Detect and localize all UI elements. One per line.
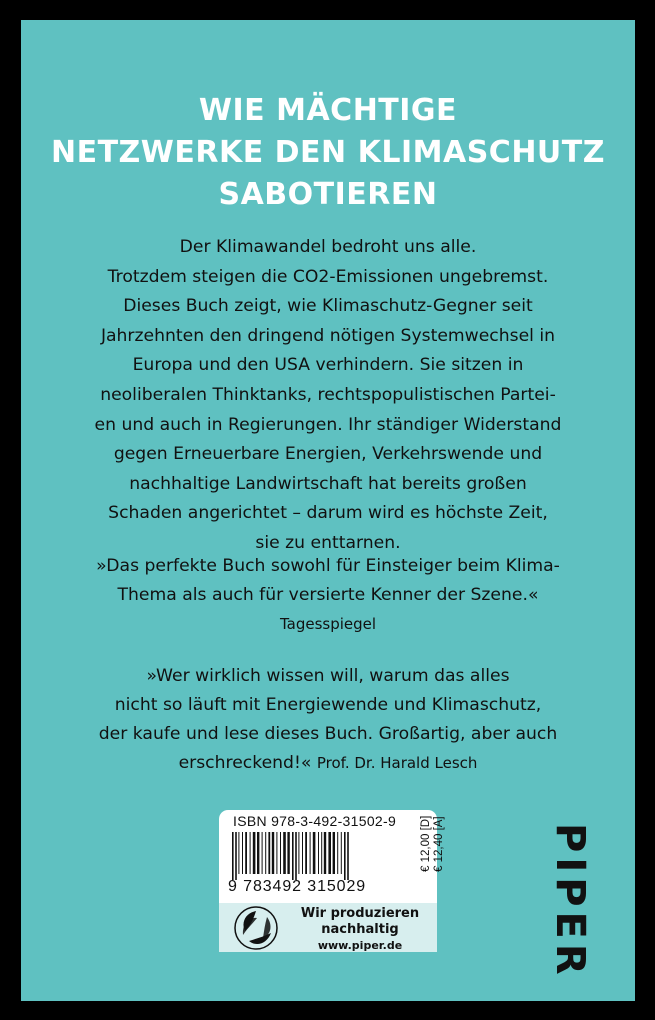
eco-line: nachhaltig — [321, 922, 399, 937]
blurb-line: nachhaltige Landwirtschaft hat bereits großen — [129, 473, 527, 494]
quote-source: Prof. Dr. Harald Lesch — [316, 754, 478, 772]
barcode-bar — [347, 832, 349, 880]
quote-line: »Das perfekte Buch sowohl für Einsteiger beim Klima- — [96, 556, 560, 576]
barcode-bar — [238, 832, 239, 874]
barcode-bar — [318, 832, 319, 874]
quote-line: nicht so läuft mit Energiewende und Klimaschutz, — [114, 695, 542, 715]
eco-line: Wir produzieren — [300, 906, 420, 921]
barcode-bar — [305, 832, 307, 874]
barcode-bar — [328, 832, 331, 874]
recycle-leaves-icon — [233, 905, 279, 951]
headline — [21, 90, 635, 216]
blurb-line: neoliberalen Thinktanks, rechtspopulistischen Partei- — [100, 384, 556, 405]
blurb-line: en und auch in Regierungen. Ihr ständiger Widerstand — [94, 414, 562, 435]
publisher-url: www.piper.de — [317, 939, 403, 952]
blurb-line: Dieses Buch zeigt, wie Klimaschutz-Gegner seit — [123, 296, 533, 317]
review-quote-lesch — [21, 662, 635, 778]
barcode-bar — [280, 832, 281, 874]
barcode-bar — [268, 832, 270, 874]
barcode-bar — [265, 832, 266, 874]
barcode-bar — [253, 832, 256, 874]
headline-line: SABOTIEREN — [218, 177, 438, 212]
barcode-bar — [235, 832, 237, 880]
barcode-digits: 9 783492 315029 — [228, 878, 367, 895]
quote-line: »Wer wirklich wissen will, warum das alles — [146, 666, 510, 686]
barcode-bar — [298, 832, 299, 874]
barcode-bar — [276, 832, 277, 874]
blurb-line: sie zu enttarnen. — [255, 532, 401, 553]
barcode-bar — [333, 832, 335, 874]
barcode-bar — [321, 832, 322, 874]
price-germany: € 12,00 [D] — [420, 815, 432, 872]
barcode-bar — [310, 832, 311, 874]
price-block — [420, 816, 446, 872]
back-cover — [21, 20, 635, 1001]
barcode-bar — [337, 832, 338, 874]
barcode-bar — [302, 832, 303, 874]
barcode-bar — [245, 832, 247, 874]
barcode-bar — [262, 832, 263, 874]
quote-line: Thema als auch für versierte Kenner der Szene.« — [117, 585, 539, 605]
barcode-bar — [313, 832, 316, 874]
blurb-line: Schaden angerichtet – darum wird es höchste Zeit, — [108, 503, 548, 524]
barcode-bar — [324, 832, 326, 874]
barcode-bar — [272, 832, 274, 874]
barcode-bar — [341, 832, 342, 874]
blurb-line: gegen Erneuerbare Energien, Verkehrswende und — [113, 444, 543, 465]
barcode-bar — [250, 832, 251, 874]
barcode-bar — [283, 832, 286, 874]
barcode-bar — [287, 832, 289, 874]
barcode-label — [219, 810, 445, 952]
barcode-bar — [292, 832, 294, 880]
barcode-bar — [257, 832, 259, 874]
blurb-line: Der Klimawandel bedroht uns alle. — [179, 237, 477, 257]
quote-line — [21, 749, 635, 778]
blurb-line: Jahrzehnten den dringend nötigen Systemwechsel in — [100, 325, 556, 346]
blurb-line: Trotzdem steigen die CO2-Emissionen ungebremst. — [107, 266, 549, 287]
isbn-text: ISBN 978-3-492-31502-9 — [233, 813, 397, 829]
barcode-bar — [295, 832, 297, 880]
publisher-logo: PIPER — [547, 823, 593, 980]
price-austria: € 12,40 [A] — [433, 816, 445, 872]
sustainability-badge — [219, 903, 437, 952]
barcode-bar — [232, 832, 234, 880]
barcode-bar — [242, 832, 243, 874]
barcode-bar — [344, 832, 346, 880]
headline-line: NETZWERKE DEN KLIMASCHUTZ — [50, 135, 606, 170]
review-quote-tagesspiegel — [21, 552, 635, 639]
quote-last-line: erschreckend!« — [178, 753, 312, 773]
headline-line: WIE MÄCHTIGE — [198, 93, 458, 128]
sustainability-text — [295, 906, 425, 954]
blurb-line: Europa und den USA verhindern. Sie sitzen in — [132, 355, 524, 376]
barcode-bars — [230, 832, 414, 880]
quote-line: der kaufe und lese dieses Buch. Großartig, aber auch — [98, 724, 558, 744]
quote-source: Tagesspiegel — [279, 615, 377, 633]
blurb — [21, 233, 635, 559]
